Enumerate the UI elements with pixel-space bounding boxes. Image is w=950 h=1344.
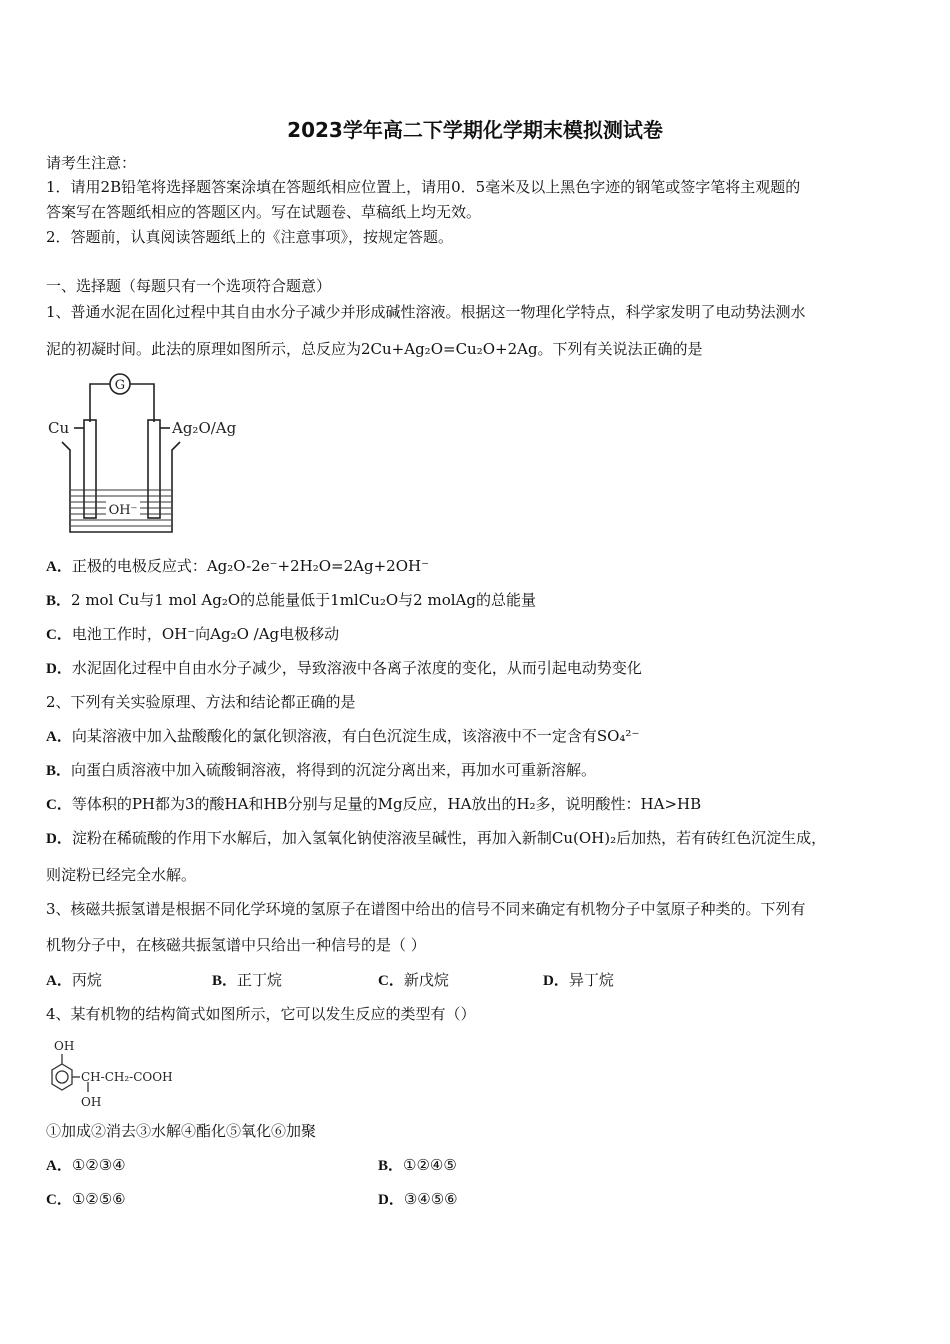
q2-option-d-b: 则淀粉已经完全水解。 bbox=[46, 866, 197, 884]
q3-option-c: C．新戊烷 bbox=[378, 971, 449, 989]
notice-item-2: 2．答题前，认真阅读答题纸上的《注意事项》，按规定答题。 bbox=[46, 228, 454, 246]
q4-stem: 4、某有机物的结构简式如图所示，它可以发生反应的类型有（） bbox=[46, 1005, 476, 1023]
q1-option-d: D．水泥固化过程中自由水分子减少，导致溶液中各离子浓度的变化，从而引起电动势变化 bbox=[46, 659, 642, 677]
solution-label: OH⁻ bbox=[108, 503, 138, 518]
notice-item-1b: 答案写在答题纸相应的答题区内。写在试题卷、草稿纸上均无效。 bbox=[46, 203, 482, 221]
cu-electrode-label: Cu bbox=[48, 419, 70, 437]
q3-option-b: B．正丁烷 bbox=[212, 971, 283, 989]
q3-option-a: A．丙烷 bbox=[46, 971, 102, 989]
chain-label: CH-CH₂-COOH bbox=[81, 1070, 173, 1084]
q1-stem-a: 1、普通水泥在固化过程中其自由水分子减少并形成碱性溶液。根据这一物理化学特点，科学家发明了电动势法测水 bbox=[46, 303, 806, 321]
q2-stem: 2、下列有关实验原理、方法和结论都正确的是 bbox=[46, 693, 356, 711]
q3-option-d: D．异丁烷 bbox=[543, 971, 614, 989]
q3-stem-a: 3、核磁共振氢谱是根据不同化学环境的氢原子在谱图中给出的信号不同来确定有机物分子中氢原子种类的。下列有 bbox=[46, 900, 806, 918]
galvanic-cell-figure bbox=[46, 372, 256, 540]
q1-option-a: A．正极的电极反应式：Ag₂O-2e⁻+2H₂O=2Ag+2OH⁻ bbox=[46, 557, 430, 575]
oh-bottom-label: OH bbox=[81, 1095, 102, 1109]
q1-stem-b: 泥的初凝时间。此法的原理如图所示，总反应为2Cu+Ag₂O=Cu₂O+2Ag。下列有关说法正确的是 bbox=[46, 340, 703, 358]
notice-item-1a: 1．请用2B铅笔将选择题答案涂填在答题纸相应位置上，请用0．5毫米及以上黑色字迹的钢笔或签字笔将主观题的 bbox=[46, 178, 801, 196]
q2-option-b: B．向蛋白质溶液中加入硫酸铜溶液，将得到的沉淀分离出来，再加水可重新溶解。 bbox=[46, 761, 597, 779]
notice-heading: 请考生注意： bbox=[46, 154, 137, 172]
q4-reaction-types: ①加成②消去③水解④酯化⑤氧化⑥加聚 bbox=[46, 1122, 317, 1140]
q2-option-a: A．向某溶液中加入盐酸酸化的氯化钡溶液，有白色沉淀生成，该溶液中不一定含有SO₄²⁻ bbox=[46, 727, 640, 745]
page-title: 2023学年高二下学期化学期末模拟测试卷 bbox=[287, 118, 663, 142]
meter-label: G bbox=[114, 378, 126, 393]
q1-option-b: B．2 mol Cu与1 mol Ag₂O的总能量低于1mlCu₂O与2 molAg的总能量 bbox=[46, 591, 536, 609]
oh-top-label: OH bbox=[54, 1039, 75, 1053]
q2-option-d-a: D．淀粉在稀硫酸的作用下水解后，加入氢氧化钠使溶液呈碱性，再加入新制Cu(OH)₂后加热，若有砖红色沉淀生成， bbox=[46, 829, 827, 847]
q3-stem-b: 机物分子中，在核磁共振氢谱中只给出一种信号的是（ ） bbox=[46, 936, 426, 954]
section-heading: 一、选择题（每题只有一个选项符合题意） bbox=[46, 277, 332, 295]
q4-option-c: C．①②⑤⑥ bbox=[46, 1190, 126, 1208]
q2-option-c: C．等体积的PH都为3的酸HA和HB分别与足量的Mg反应，HA放出的H₂多，说明酸性：HA>HB bbox=[46, 795, 702, 813]
q1-option-c: C．电池工作时，OH⁻向Ag₂O /Ag电极移动 bbox=[46, 625, 340, 643]
q4-option-d: D．③④⑤⑥ bbox=[378, 1190, 458, 1208]
structure-formula-figure bbox=[46, 1034, 196, 1114]
q4-option-a: A．①②③④ bbox=[46, 1156, 126, 1174]
q4-option-b: B．①②④⑤ bbox=[378, 1156, 457, 1174]
ag2o-electrode-label: Ag₂O/Ag bbox=[172, 419, 237, 437]
